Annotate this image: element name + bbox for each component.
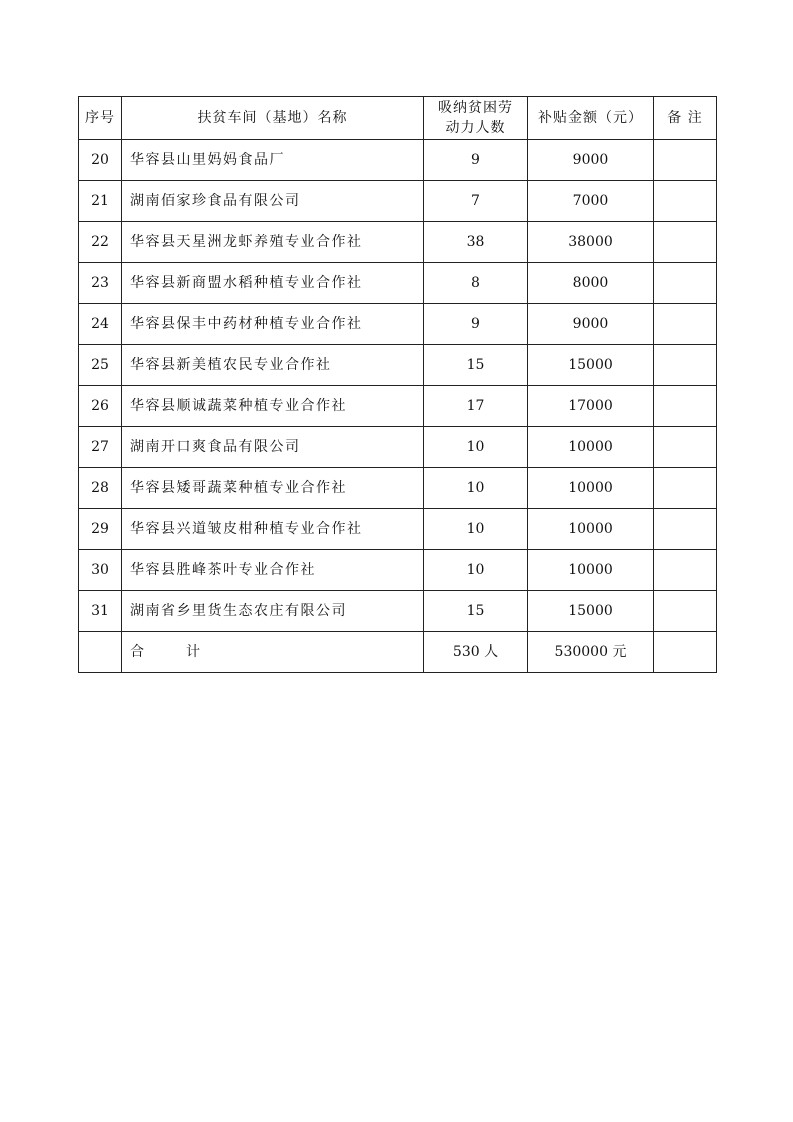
table-row (79, 263, 717, 304)
header-workers-line2: 动力人数 (445, 120, 506, 136)
row-workers: 17 (424, 386, 528, 427)
row-workers: 9 (424, 304, 528, 345)
row-remarks (654, 345, 717, 386)
row-name: 华容县新美植农民专业合作社 (122, 345, 424, 386)
row-workers: 38 (424, 222, 528, 263)
header-amount: 补贴金额（元） (528, 97, 654, 140)
row-amount: 10000 (528, 509, 654, 550)
table-row (79, 468, 717, 509)
row-amount: 15000 (528, 591, 654, 632)
row-amount: 9000 (528, 140, 654, 181)
row-remarks (654, 468, 717, 509)
row-remarks (654, 386, 717, 427)
row-seq: 26 (79, 386, 122, 427)
row-seq: 28 (79, 468, 122, 509)
total-remarks (654, 632, 717, 673)
row-amount: 10000 (528, 550, 654, 591)
row-workers: 7 (424, 181, 528, 222)
row-name: 湖南佰家珍食品有限公司 (122, 181, 424, 222)
row-amount: 10000 (528, 468, 654, 509)
row-name: 华容县保丰中药材种植专业合作社 (122, 304, 424, 345)
row-name: 华容县新商盟水稻种植专业合作社 (122, 263, 424, 304)
row-name: 华容县兴道皱皮柑种植专业合作社 (122, 509, 424, 550)
table-row (79, 140, 717, 181)
table-row (79, 509, 717, 550)
row-name: 华容县山里妈妈食品厂 (122, 140, 424, 181)
total-amount: 530000 元 (528, 632, 654, 673)
subsidy-table (78, 96, 717, 673)
row-seq: 22 (79, 222, 122, 263)
row-amount: 17000 (528, 386, 654, 427)
row-workers: 15 (424, 591, 528, 632)
row-remarks (654, 550, 717, 591)
row-remarks (654, 427, 717, 468)
row-seq: 30 (79, 550, 122, 591)
table-body (79, 140, 717, 632)
row-workers: 10 (424, 550, 528, 591)
header-row (79, 97, 717, 140)
header-workers-line1: 吸纳贫困劳 (438, 100, 513, 116)
total-row (79, 632, 717, 673)
row-remarks (654, 263, 717, 304)
row-seq: 29 (79, 509, 122, 550)
row-remarks (654, 222, 717, 263)
row-workers: 10 (424, 427, 528, 468)
row-amount: 38000 (528, 222, 654, 263)
header-name: 扶贫车间（基地）名称 (122, 97, 424, 140)
row-seq: 20 (79, 140, 122, 181)
row-name: 湖南开口爽食品有限公司 (122, 427, 424, 468)
row-seq: 31 (79, 591, 122, 632)
table-row (79, 181, 717, 222)
row-seq: 25 (79, 345, 122, 386)
row-amount: 8000 (528, 263, 654, 304)
total-label (122, 632, 424, 673)
header-workers (424, 97, 528, 140)
row-name: 华容县顺诚蔬菜种植专业合作社 (122, 386, 424, 427)
row-name: 华容县天星洲龙虾养殖专业合作社 (122, 222, 424, 263)
total-seq (79, 632, 122, 673)
row-amount: 7000 (528, 181, 654, 222)
row-amount: 15000 (528, 345, 654, 386)
row-name: 华容县矮哥蔬菜种植专业合作社 (122, 468, 424, 509)
total-label-part1: 合 (130, 644, 144, 660)
row-workers: 10 (424, 468, 528, 509)
total-workers: 530 人 (424, 632, 528, 673)
table-row (79, 427, 717, 468)
table-row (79, 386, 717, 427)
row-seq: 24 (79, 304, 122, 345)
header-remarks: 备 注 (654, 97, 717, 140)
row-workers: 10 (424, 509, 528, 550)
table-row (79, 222, 717, 263)
row-remarks (654, 140, 717, 181)
row-seq: 27 (79, 427, 122, 468)
row-amount: 9000 (528, 304, 654, 345)
table-footer (79, 632, 717, 673)
row-remarks (654, 304, 717, 345)
row-workers: 9 (424, 140, 528, 181)
table-header (79, 97, 717, 140)
row-name: 华容县胜峰茶叶专业合作社 (122, 550, 424, 591)
row-remarks (654, 181, 717, 222)
row-workers: 8 (424, 263, 528, 304)
total-label-part2: 计 (186, 644, 200, 660)
row-seq: 21 (79, 181, 122, 222)
table-row (79, 591, 717, 632)
row-remarks (654, 509, 717, 550)
row-amount: 10000 (528, 427, 654, 468)
table-row (79, 550, 717, 591)
table-row (79, 304, 717, 345)
row-remarks (654, 591, 717, 632)
row-name: 湖南省乡里货生态农庄有限公司 (122, 591, 424, 632)
row-workers: 15 (424, 345, 528, 386)
header-seq: 序号 (79, 97, 122, 140)
table-row (79, 345, 717, 386)
row-seq: 23 (79, 263, 122, 304)
